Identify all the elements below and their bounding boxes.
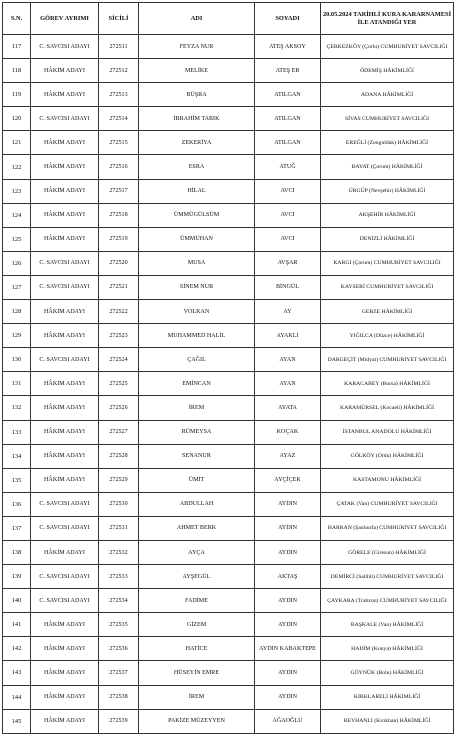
cell-assigned-place: HADİM (Konya) HÂKİMLİĞİ	[321, 637, 454, 661]
cell-assigned-place: AKŞEHİR HÂKİMLİĞİ	[321, 203, 454, 227]
cell-surname: AYDIN KABAKTEPE	[255, 637, 321, 661]
cell-sn: 133	[3, 420, 31, 444]
cell-role: HÂKİM ADAYI	[31, 685, 99, 709]
cell-registry: 272533	[99, 565, 139, 589]
cell-registry: 272539	[99, 709, 139, 733]
table-row	[3, 59, 454, 83]
cell-registry: 272537	[99, 661, 139, 685]
cell-name: MELİKE	[139, 59, 255, 83]
cell-name: FEYZA NUR	[139, 35, 255, 59]
cell-sn: 138	[3, 540, 31, 564]
cell-name: ÜMMÜHAN	[139, 227, 255, 251]
cell-name: HATİCE	[139, 637, 255, 661]
cell-name: HİLAL	[139, 179, 255, 203]
cell-name: İREM	[139, 685, 255, 709]
cell-registry: 272528	[99, 444, 139, 468]
cell-registry: 272514	[99, 107, 139, 131]
cell-sn: 125	[3, 227, 31, 251]
cell-name: ÇAĞIL	[139, 348, 255, 372]
header-assigned-place: 20.05.2024 TARİHLİ KURA KARARNAMESİ İLE ATANDIĞI YER	[321, 3, 454, 35]
table-row	[3, 709, 454, 733]
cell-sn: 144	[3, 685, 31, 709]
cell-registry: 272519	[99, 227, 139, 251]
cell-surname: ATUĞ	[255, 155, 321, 179]
cell-assigned-place: BAŞKALE (Van) HÂKİMLİĞİ	[321, 613, 454, 637]
cell-surname: AYDIN	[255, 516, 321, 540]
cell-role: HÂKİM ADAYI	[31, 324, 99, 348]
cell-sn: 127	[3, 275, 31, 299]
cell-assigned-place: DEMİRCİ (Salihli) CUMHURİYET SAVCILIĞI	[321, 565, 454, 589]
cell-sn: 141	[3, 613, 31, 637]
table-row	[3, 516, 454, 540]
table-row	[3, 348, 454, 372]
table-row	[3, 540, 454, 564]
cell-registry: 272535	[99, 613, 139, 637]
table-row	[3, 227, 454, 251]
table-row	[3, 275, 454, 299]
cell-assigned-place: BAYAT (Çorum) HÂKİMLİĞİ	[321, 155, 454, 179]
cell-surname: AYAKLI	[255, 324, 321, 348]
cell-role: HÂKİM ADAYI	[31, 420, 99, 444]
cell-registry: 272518	[99, 203, 139, 227]
cell-role: HÂKİM ADAYI	[31, 613, 99, 637]
cell-assigned-place: ÖDEMİŞ HÂKİMLİĞİ	[321, 59, 454, 83]
cell-sn: 132	[3, 396, 31, 420]
cell-assigned-place: KARACABEY (Bursa) HÂKİMLİĞİ	[321, 372, 454, 396]
cell-assigned-place: YIĞILCA (Düzce) HÂKİMLİĞİ	[321, 324, 454, 348]
cell-name: İBRAHİM TARIK	[139, 107, 255, 131]
cell-surname: KOÇAK	[255, 420, 321, 444]
cell-surname: AYDIN	[255, 661, 321, 685]
cell-surname: AYDIN	[255, 540, 321, 564]
cell-assigned-place: GÖLKÖY (Ordu) HÂKİMLİĞİ	[321, 444, 454, 468]
cell-role: HÂKİM ADAYI	[31, 83, 99, 107]
header-surname: SOYADI	[255, 3, 321, 35]
cell-role: HÂKİM ADAYI	[31, 540, 99, 564]
cell-role: HÂKİM ADAYI	[31, 637, 99, 661]
cell-assigned-place: EREĞLİ (Zonguldak) HÂKİMLİĞİ	[321, 131, 454, 155]
cell-sn: 139	[3, 565, 31, 589]
table-row	[3, 324, 454, 348]
cell-name: EMİNCAN	[139, 372, 255, 396]
cell-sn: 124	[3, 203, 31, 227]
cell-role: HÂKİM ADAYI	[31, 709, 99, 733]
cell-sn: 123	[3, 179, 31, 203]
cell-sn: 140	[3, 589, 31, 613]
cell-role: C. SAVCISI ADAYI	[31, 565, 99, 589]
cell-surname: AVŞAR	[255, 251, 321, 275]
cell-surname: AKTAŞ	[255, 565, 321, 589]
cell-registry: 272521	[99, 275, 139, 299]
header-role: GÖREV AYRIMI	[31, 3, 99, 35]
cell-role: C. SAVCISI ADAYI	[31, 589, 99, 613]
cell-sn: 129	[3, 324, 31, 348]
cell-registry: 272520	[99, 251, 139, 275]
cell-name: MUSA	[139, 251, 255, 275]
table-row	[3, 420, 454, 444]
cell-sn: 119	[3, 83, 31, 107]
cell-role: C. SAVCISI ADAYI	[31, 35, 99, 59]
cell-registry: 272522	[99, 300, 139, 324]
cell-surname: BİNGÜL	[255, 275, 321, 299]
table-row	[3, 589, 454, 613]
cell-assigned-place: HARRAN (Şanlıurfa) CUMHURİYET SAVCILIĞI	[321, 516, 454, 540]
cell-assigned-place: KARAMÜRSEL (Kocaeli) HÂKİMLİĞİ	[321, 396, 454, 420]
cell-name: ÜMİT	[139, 468, 255, 492]
cell-surname: AYATA	[255, 396, 321, 420]
cell-assigned-place: DARGEÇİT (Midyat) CUMHURİYET SAVCILIĞI	[321, 348, 454, 372]
cell-role: HÂKİM ADAYI	[31, 444, 99, 468]
cell-name: AHMET BERK	[139, 516, 255, 540]
table-row	[3, 661, 454, 685]
cell-assigned-place: SİVAS CUMHURİYET SAVCILIĞI	[321, 107, 454, 131]
table-header-row	[3, 3, 454, 35]
cell-name: SİNEM NUR	[139, 275, 255, 299]
table-row	[3, 131, 454, 155]
cell-surname: AYAN	[255, 348, 321, 372]
cell-sn: 122	[3, 155, 31, 179]
table-body	[3, 35, 454, 734]
cell-role: C. SAVCISI ADAYI	[31, 251, 99, 275]
cell-name: ÜMMÜGÜLSÜM	[139, 203, 255, 227]
cell-sn: 117	[3, 35, 31, 59]
cell-assigned-place: REYHANLI (Kırıkhan) HÂKİMLİĞİ	[321, 709, 454, 733]
table-row	[3, 203, 454, 227]
cell-sn: 118	[3, 59, 31, 83]
cell-sn: 145	[3, 709, 31, 733]
table-row	[3, 492, 454, 516]
cell-assigned-place: KARGI (Çorum) CUMHURİYET SAVCILIĞI	[321, 251, 454, 275]
cell-assigned-place: İSTANBUL ANADOLU HÂKİMLİĞİ	[321, 420, 454, 444]
cell-registry: 272516	[99, 155, 139, 179]
cell-role: HÂKİM ADAYI	[31, 300, 99, 324]
cell-assigned-place: ÇERKEZKÖY (Çorlu) CUMHURİYET SAVCILIĞI	[321, 35, 454, 59]
cell-sn: 137	[3, 516, 31, 540]
cell-name: HÜSEYİN EMRE	[139, 661, 255, 685]
cell-sn: 134	[3, 444, 31, 468]
cell-registry: 272513	[99, 83, 139, 107]
cell-sn: 121	[3, 131, 31, 155]
cell-sn: 128	[3, 300, 31, 324]
table-row	[3, 468, 454, 492]
cell-registry: 272530	[99, 492, 139, 516]
table-row	[3, 685, 454, 709]
cell-role: HÂKİM ADAYI	[31, 661, 99, 685]
cell-registry: 272527	[99, 420, 139, 444]
cell-sn: 142	[3, 637, 31, 661]
cell-surname: ATEŞ ER	[255, 59, 321, 83]
cell-surname: AVCI	[255, 227, 321, 251]
cell-surname: AYDIN	[255, 613, 321, 637]
cell-surname: AYDIN	[255, 685, 321, 709]
cell-surname: ATEŞ AKSOY	[255, 35, 321, 59]
cell-sn: 126	[3, 251, 31, 275]
cell-assigned-place: DENİZLİ HÂKİMLİĞİ	[321, 227, 454, 251]
header-name: ADI	[139, 3, 255, 35]
cell-registry: 272517	[99, 179, 139, 203]
cell-sn: 130	[3, 348, 31, 372]
cell-surname: ATILGAN	[255, 107, 321, 131]
cell-name: SENANUR	[139, 444, 255, 468]
cell-name: BÜŞRA	[139, 83, 255, 107]
cell-name: VOLKAN	[139, 300, 255, 324]
table-row	[3, 637, 454, 661]
cell-registry: 272512	[99, 59, 139, 83]
cell-registry: 272523	[99, 324, 139, 348]
cell-assigned-place: GEBZE HÂKİMLİĞİ	[321, 300, 454, 324]
header-registry: SİCİLİ	[99, 3, 139, 35]
cell-sn: 143	[3, 661, 31, 685]
cell-name: AYÇA	[139, 540, 255, 564]
cell-name: RÜMEYSA	[139, 420, 255, 444]
cell-surname: AYDIN	[255, 589, 321, 613]
cell-surname: AYAZ	[255, 444, 321, 468]
table-row	[3, 107, 454, 131]
cell-name: FADİME	[139, 589, 255, 613]
assignment-table	[2, 2, 454, 734]
cell-surname: ATILGAN	[255, 83, 321, 107]
cell-registry: 272526	[99, 396, 139, 420]
cell-role: HÂKİM ADAYI	[31, 203, 99, 227]
table-row	[3, 35, 454, 59]
cell-name: MUHAMMED HALİL	[139, 324, 255, 348]
cell-role: HÂKİM ADAYI	[31, 131, 99, 155]
cell-assigned-place: ADANA HÂKİMLİĞİ	[321, 83, 454, 107]
cell-role: C. SAVCISI ADAYI	[31, 348, 99, 372]
table-row	[3, 396, 454, 420]
cell-role: HÂKİM ADAYI	[31, 372, 99, 396]
table-row	[3, 251, 454, 275]
cell-name: ZEKERİYA	[139, 131, 255, 155]
table-row	[3, 300, 454, 324]
cell-role: C. SAVCISI ADAYI	[31, 275, 99, 299]
cell-surname: ATILGAN	[255, 131, 321, 155]
cell-registry: 272524	[99, 348, 139, 372]
cell-registry: 272525	[99, 372, 139, 396]
cell-registry: 272536	[99, 637, 139, 661]
table-row	[3, 372, 454, 396]
table-row	[3, 444, 454, 468]
cell-sn: 136	[3, 492, 31, 516]
cell-name: ABDULLAH	[139, 492, 255, 516]
cell-registry: 272515	[99, 131, 139, 155]
cell-assigned-place: ÇATAK (Van) CUMHURİYET SAVCILIĞI	[321, 492, 454, 516]
cell-sn: 120	[3, 107, 31, 131]
cell-sn: 131	[3, 372, 31, 396]
cell-assigned-place: GÖRELE (Giresun) HÂKİMLİĞİ	[321, 540, 454, 564]
header-sn: S.N.	[3, 3, 31, 35]
cell-registry: 272531	[99, 516, 139, 540]
cell-registry: 272534	[99, 589, 139, 613]
cell-registry: 272511	[99, 35, 139, 59]
cell-registry: 272538	[99, 685, 139, 709]
cell-assigned-place: ÇAYKARA (Trabzon) CUMHURİYET SAVCILIĞI	[321, 589, 454, 613]
cell-surname: AVCI	[255, 179, 321, 203]
cell-name: PAKİZE MÜZEYYEN	[139, 709, 255, 733]
cell-registry: 272532	[99, 540, 139, 564]
cell-role: C. SAVCISI ADAYI	[31, 107, 99, 131]
table-row	[3, 613, 454, 637]
cell-name: AYŞEGÜL	[139, 565, 255, 589]
cell-assigned-place: GÖYNÜK (Bolu) HÂKİMLİĞİ	[321, 661, 454, 685]
cell-role: HÂKİM ADAYI	[31, 468, 99, 492]
cell-surname: AYÇİÇEK	[255, 468, 321, 492]
cell-role: HÂKİM ADAYI	[31, 227, 99, 251]
cell-assigned-place: KIRKLARELİ HÂKİMLİĞİ	[321, 685, 454, 709]
cell-name: ESRA	[139, 155, 255, 179]
table-row	[3, 565, 454, 589]
cell-role: C. SAVCISI ADAYI	[31, 492, 99, 516]
cell-assigned-place: ÜRGÜP (Nevşehir) HÂKİMLİĞİ	[321, 179, 454, 203]
cell-surname: AYDIN	[255, 492, 321, 516]
cell-role: HÂKİM ADAYI	[31, 59, 99, 83]
cell-surname: AVCI	[255, 203, 321, 227]
cell-role: HÂKİM ADAYI	[31, 396, 99, 420]
cell-role: HÂKİM ADAYI	[31, 179, 99, 203]
cell-assigned-place: KASTAMONU HÂKİMLİĞİ	[321, 468, 454, 492]
table-row	[3, 179, 454, 203]
cell-role: C. SAVCISI ADAYI	[31, 516, 99, 540]
cell-assigned-place: KAYSERİ CUMHURİYET SAVCILIĞI	[321, 275, 454, 299]
table-row	[3, 83, 454, 107]
cell-sn: 135	[3, 468, 31, 492]
cell-registry: 272529	[99, 468, 139, 492]
table-row	[3, 155, 454, 179]
cell-surname: AĞAOĞLU	[255, 709, 321, 733]
cell-name: İREM	[139, 396, 255, 420]
cell-surname: AYAN	[255, 372, 321, 396]
cell-role: HÂKİM ADAYI	[31, 155, 99, 179]
cell-surname: AY	[255, 300, 321, 324]
cell-name: GİZEM	[139, 613, 255, 637]
